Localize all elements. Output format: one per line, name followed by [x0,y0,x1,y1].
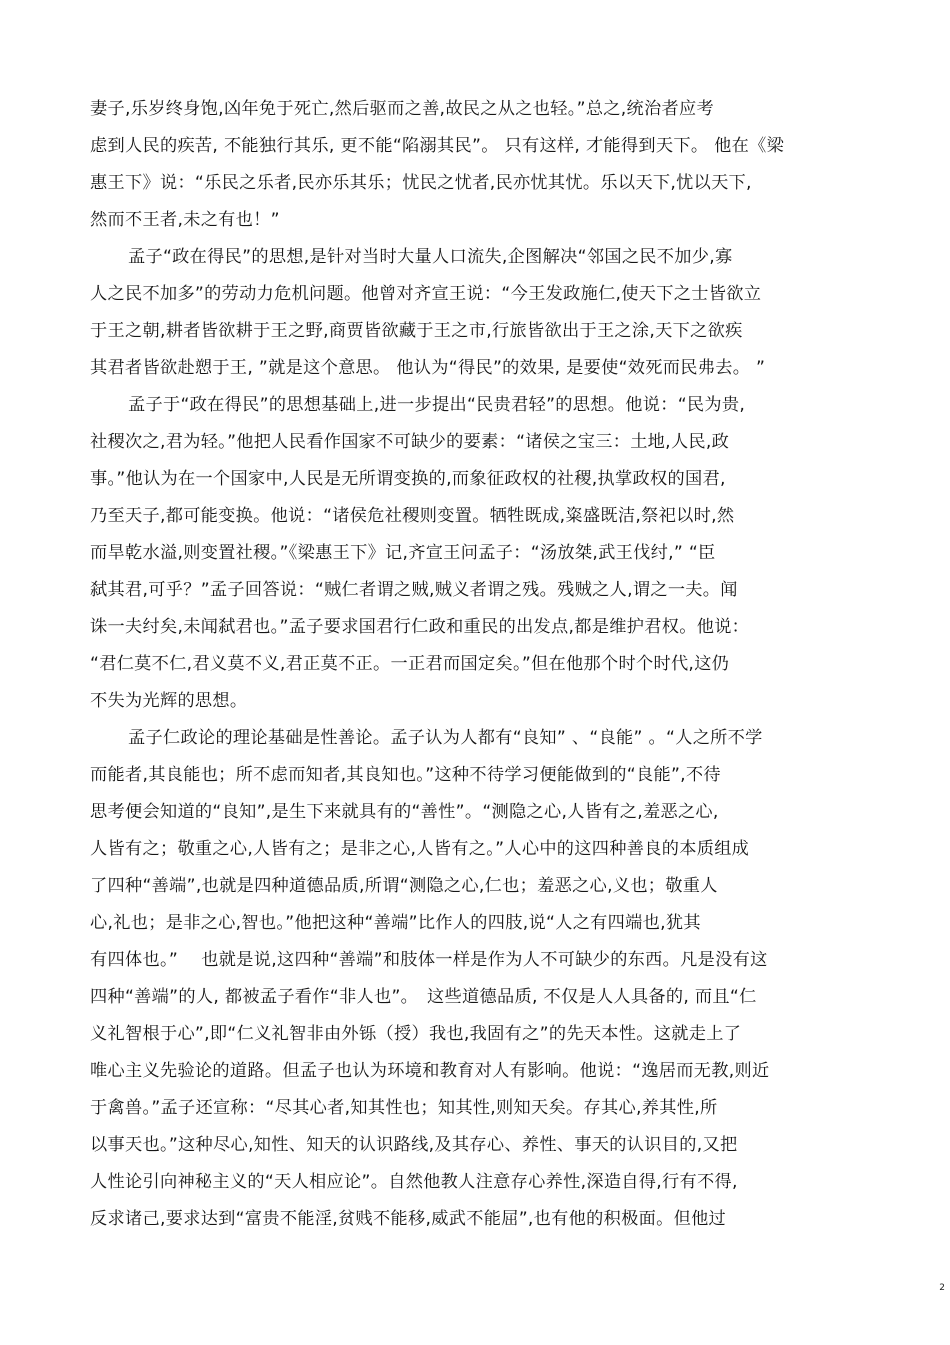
text-line: “君仁莫不仁,君义莫不义,君正莫不正。一正君而国定矣。”但在他那个时个时代,这仍 [90,654,730,674]
text-line: 而旱乾水溢,则变置社稷。”《梁惠王下》记,齐宣王问孟子：“汤放桀,武王伐纣,” “臣 [90,543,716,563]
text-line: 惠王下》说：“乐民之乐者,民亦乐其乐；忧民之忧者,民亦忧其忧。乐以天下,忧以天下, [90,173,752,193]
text-line: 义礼智根于心”,即“仁义礼智非由外铄（授）我也,我固有之”的先天本性。这就走上了 [90,1024,742,1044]
text-line: 虑到人民的疾苦, 不能独行其乐, 更不能“陷溺其民”。 只有这样, 才能得到天下。 他在《梁 [90,136,785,156]
text-line: 诛一夫纣矣,未闻弑君也。”孟子要求国君行仁政和重民的出发点,都是维护君权。他说： [90,617,750,637]
text-line: 四种“善端”的人, 都被孟子看作“非人也”。 这些道德品质, 不仅是人人具备的, 而且“仁 [90,987,757,1007]
text-line: 心,礼也；是非之心,智也。”他把这种“善端”比作人的四肢,说“人之有四端也,犹其 [90,913,701,933]
text-line: 反求诸己,要求达到“富贵不能淫,贫贱不能移,威武不能屈”,也有他的积极面。但他过 [90,1209,727,1229]
text-line: 唯心主义先验论的道路。但孟子也认为环境和教育对人有影响。他说：“逸居而无教,则近 [90,1061,770,1081]
text-line: 乃至天子,都可能变换。他说：“诸侯危社稷则变置。牺牲既成,粢盛既洁,祭祀以时,然 [90,506,735,526]
text-line: 以事天也。”这种尽心,知性、知天的认识路线,及其存心、养性、事天的认识目的,又把 [90,1135,738,1155]
text-line: 社稷次之,君为轻。”他把人民看作国家不可缺少的要素：“诸侯之宝三：土地,人民,政 [90,432,730,452]
paragraph-first-line: 孟子仁政论的理论基础是性善论。孟子认为人都有“良知” 、“良能” 。“人之所不学 [128,728,763,748]
text-line: 思考便会知道的“良知”,是生下来就具有的“善性”。“测隐之心,人皆有之,羞恶之心, [90,802,719,822]
text-line: 其君者皆欲赴愬于王, ”就是这个意思。 他认为“得民”的效果, 是要使“效死而民弗去。 ” [90,358,766,378]
text-line: 于王之朝,耕者皆欲耕于王之野,商贾皆欲藏于王之市,行旅皆欲出于王之涂,天下之欲疾 [90,321,743,341]
paragraph-first-line: 孟子“政在得民”的思想,是针对当时大量人口流失,企图解决“邻国之民不加少,寡 [128,247,733,267]
paragraph-first-line: 孟子于“政在得民”的思想基础上,进一步提出“民贵君轻”的思想。他说：“民为贵, [128,395,746,415]
text-line: 有四体也。” 也就是说,这四种“善端”和肢体一样是作为人不可缺少的东西。凡是没有这 [90,950,768,970]
text-line: 人皆有之；敬重之心,人皆有之；是非之心,人皆有之。”人心中的这四种善良的本质组成 [90,839,750,859]
text-line: 人性论引向神秘主义的“天人相应论”。自然他教人注意存心养性,深造自得,行有不得, [90,1172,738,1192]
text-line: 了四种“善端”,也就是四种道德品质,所谓“测隐之心,仁也；羞恶之心,义也；敬重人 [90,876,718,896]
text-line: 弑其君,可乎？”孟子回答说：“贼仁者谓之贼,贼义者谓之残。残贼之人,谓之一夫。闻 [90,580,738,600]
text-line: 不失为光辉的思想。 [90,691,248,711]
text-line: 人之民不加多”的劳动力危机问题。他曾对齐宣王说：“今王发政施仁,使天下之士皆欲立 [90,284,762,304]
text-line: 于禽兽。”孟子还宣称：“尽其心者,知其性也；知其性,则知天矣。存其心,养其性,所 [90,1098,718,1118]
text-line: 事。”他认为在一个国家中,人民是无所谓变换的,而象征政权的社稷,执掌政权的国君, [90,469,726,489]
text-line: 而能者,其良能也；所不虑而知者,其良知也。”这种不待学习便能做到的“良能”,不待 [90,765,721,785]
text-line: 然而不王者,未之有也！” [90,210,280,230]
text-line: 妻子,乐岁终身饱,凶年免于死亡,然后驱而之善,故民之从之也轻。”总之,统治者应考 [90,99,714,119]
page-number: 2 [939,1283,945,1293]
